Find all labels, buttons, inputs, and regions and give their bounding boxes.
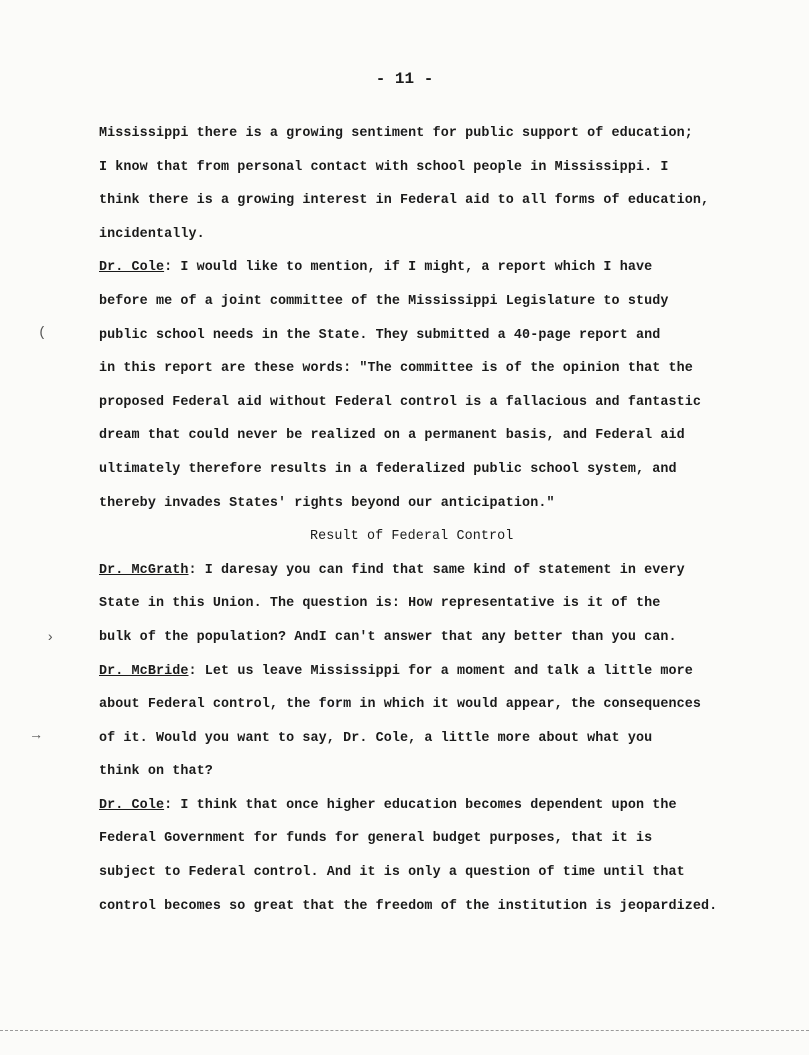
paragraph-line: Mississippi there is a growing sentiment for public support of education;: [99, 126, 693, 141]
section-heading: Result of Federal Control: [310, 529, 514, 545]
paragraph-line: public school needs in the State. They submitted a 40-page report and: [99, 327, 661, 343]
speech-text: : I think that once higher education becomes dependent upon the: [164, 797, 677, 813]
paragraph-line: subject to Federal control. And it is only a question of time until that: [99, 865, 685, 881]
paragraph-line: in this report are these words: "The committee is of the opinion that the: [99, 361, 693, 377]
paragraph-line: proposed Federal aid without Federal control is a fallacious and fantastic: [99, 394, 702, 410]
paragraph-line: bulk of the population? AndI can't answer that any better than you can.: [99, 629, 677, 645]
paragraph-line: of it. Would you want to say, Dr. Cole, a little more about what you: [99, 730, 653, 746]
paragraph-line: dream that could never be realized on a permanent basis, and Federal aid: [99, 428, 685, 444]
margin-mark: (: [38, 325, 47, 341]
speech-text: : I daresay you can find that same kind of statement in every: [188, 562, 685, 578]
speaker-name: Dr. McGrath: [99, 562, 189, 578]
speech-text: : I would like to mention, if I might, a report which I have: [164, 260, 653, 276]
paragraph-line: control becomes so great that the freedom of the institution is jeopardized.: [99, 898, 718, 914]
margin-mark: ›: [46, 630, 55, 646]
speaker-line: [99, 789, 799, 823]
paragraph-line: think on that?: [99, 764, 213, 780]
margin-mark: →: [32, 728, 41, 744]
speaker-line: [99, 251, 799, 285]
paragraph-line: about Federal control, the form in which it would appear, the consequences: [99, 697, 702, 713]
speaker-name: Dr. McBride: [99, 663, 189, 679]
paragraph-line: think there is a growing interest in Federal aid to all forms of education,: [99, 193, 710, 209]
speaker-line: [99, 554, 799, 588]
speaker-name: Dr. Cole: [99, 260, 165, 276]
speaker-line: [99, 655, 799, 689]
speech-text: : Let us leave Mississippi for a moment and talk a little more: [188, 663, 693, 679]
transcript-body: [99, 117, 799, 923]
paragraph-line: I know that from personal contact with school people in Mississippi. I: [99, 159, 669, 175]
paragraph-line: Federal Government for funds for general budget purposes, that it is: [99, 831, 653, 847]
page-number: - 11 -: [375, 70, 434, 88]
paragraph-line: incidentally.: [99, 226, 205, 242]
paragraph-line: ultimately therefore results in a federalized public school system, and: [99, 461, 677, 477]
speaker-name: Dr. Cole: [99, 797, 165, 813]
paragraph-line: before me of a joint committee of the Mississippi Legislature to study: [99, 293, 669, 309]
page-edge-rule: [0, 1030, 809, 1032]
paragraph-line: thereby invades States' rights beyond our anticipation.": [99, 495, 555, 511]
paragraph-line: State in this Union. The question is: How representative is it of the: [99, 596, 661, 612]
